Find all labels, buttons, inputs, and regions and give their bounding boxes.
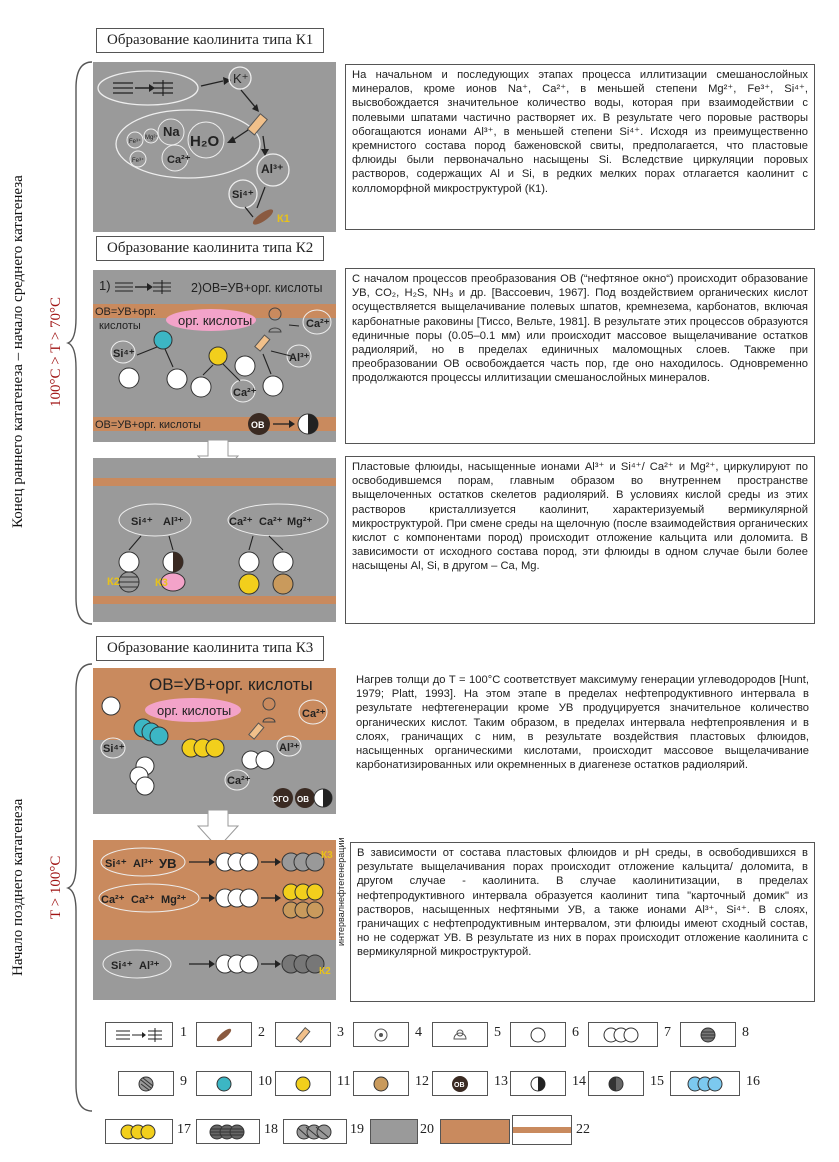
legend-num-19: 19 — [350, 1122, 364, 1137]
k3-ogo-mark: ОГО — [272, 795, 289, 804]
k2-b-mg-ion: Mg²⁺ — [287, 516, 313, 528]
k3-b-ca-ion: Ca²⁺ — [101, 894, 125, 906]
legend-num-2: 2 — [258, 1025, 265, 1040]
k1-diagram-panel — [93, 62, 336, 232]
k3-org-acid: орг. кислоты — [157, 703, 232, 718]
k2-kisloty: кислоты — [99, 320, 141, 332]
k2-step-2: 2)ОВ=УВ+орг. кислоты — [191, 281, 323, 295]
side-label-early-catagenesis: Конец раннего катагенеза – начало среднего катагенеза — [10, 175, 26, 529]
k3-diagram-panel-top — [93, 668, 336, 814]
k1-ca-ion: Ca²⁺ — [167, 154, 191, 166]
k2-b-si-ion: Si⁴⁺ — [131, 516, 153, 528]
k2-diagram-panel-bottom — [93, 458, 336, 622]
k3-ca-ion: Ca²⁺ — [302, 708, 326, 720]
k2-si-ion: Si⁴⁺ — [113, 348, 135, 360]
k1-k-ion: K⁺ — [233, 71, 249, 86]
k1-fe-ion-2: Fe³⁺ — [132, 158, 145, 164]
section-title-k2: Образование каолинита типа К2 — [96, 236, 324, 261]
k2-ca-ion-2: Ca²⁺ — [233, 387, 257, 399]
k3-si-ion: Si⁴⁺ — [103, 743, 125, 755]
legend-item-1 — [105, 1022, 173, 1047]
k2-b-ca-ion: Ca²⁺ — [229, 516, 253, 528]
k3-label-k2: К2 — [319, 966, 331, 977]
legend-item-21 — [440, 1119, 510, 1144]
legend-item-18 — [196, 1119, 260, 1144]
k2-ov-left: ОВ=УВ+орг. — [95, 306, 157, 318]
legend-num-3: 3 — [337, 1025, 344, 1040]
legend-ov-mark: ОВ — [454, 1082, 465, 1089]
k3-al-ion: Al³⁺ — [279, 742, 300, 754]
k1-mg-ion: Mg²⁺ — [145, 135, 159, 141]
k3-label-k3: К3 — [321, 850, 333, 861]
k3-interval-label-1: интервал — [336, 907, 346, 947]
k3-interval-label — [336, 837, 346, 947]
legend-num-16: 16 — [746, 1074, 760, 1089]
k3-ov-mark: ОВ — [297, 795, 309, 804]
k1-fe-ion: Fe³⁺ — [129, 139, 142, 145]
k3-uv: УВ — [159, 856, 177, 871]
k1-na-ion: Na — [163, 124, 180, 139]
legend-num-8: 8 — [742, 1025, 749, 1040]
legend-num-13: 13 — [494, 1074, 508, 1089]
k3-interval-label-2: нефтегенерации — [336, 837, 346, 908]
k2-b-ca-ion-2: Ca²⁺ — [259, 516, 283, 528]
k3-diagram-panel-bottom — [93, 840, 336, 1000]
legend-item-9 — [118, 1071, 174, 1096]
k2-step-1: 1) — [99, 278, 111, 293]
k2-diagram-panel-top — [93, 270, 336, 442]
k3-ca-ion-2: Ca²⁺ — [227, 775, 251, 787]
k3-b-ca-ion-2: Ca²⁺ — [131, 894, 155, 906]
legend-num-15: 15 — [650, 1074, 664, 1089]
k1-al-ion: Al³⁺ — [261, 162, 284, 176]
k1-water: H₂O — [190, 133, 220, 150]
legend-item-6 — [510, 1022, 566, 1047]
section-title-k1: Образование каолинита типа К1 — [96, 28, 324, 53]
side-label-temperature-70-100: 100°C > T > 70°C — [48, 296, 64, 408]
k2-al-ion: Al³⁺ — [289, 352, 310, 364]
legend-num-12: 12 — [415, 1074, 429, 1089]
side-label-temperature-over-100: T > 100°C — [48, 855, 64, 920]
k2-description-1: С началом процессов преобразования ОВ (“нефтяное окно“) происходит образование УВ, CO₂, H₂S, NH₃ и др. [Вассоевич, 1967]. Под воздействием органических кислот осуществляется выщелачивание полевых шпатов, кремнезема, карбонатов, включая карбонатные раковины [Тиссо, Вельте, 1981]. В результате этих процессов образуются единичные поры (0.05–0.1 мм) или происходит массовое выщелачивание остатков радиолярий, но в пределах единичных маломощных слоев. Также при преобразовании ОВ освобождается часть пор, где оно находилось. Одновременно продолжаются процессы иллитизации смешанослойных минералов. — [345, 268, 815, 444]
k2-org-acid: орг. кислоты — [178, 313, 253, 328]
k1-si-ion: Si⁴⁺ — [232, 189, 254, 201]
brace-lower — [66, 660, 96, 1115]
k2-ov-bottom: ОВ=УВ+орг. кислоты — [95, 419, 201, 431]
k2-description-2: Пластовые флюиды, насыщенные ионами Al³⁺ и Si⁴⁺/ Ca²⁺ и Mg²⁺, циркулируют по освободившемся порам, главным образом во внутреннем пространстве выщелоченных остатков скелетов радиолярий. В условиях кислой среды из этих растворов кристаллизуется каолинит, характеризуемый вермикулярной микроструктурой. При смене среды на щелочную (после взаимодействия органических кислот с компонентами пород) происходит отложение кальцита или доломита. В зависимости от исходного состава пород, эти флюиды в одном случае были более насыщены Al, Si, в другом – Ca, Mg. — [345, 456, 815, 624]
legend-item-8 — [680, 1022, 736, 1047]
legend-num-6: 6 — [572, 1025, 579, 1040]
legend-item-2 — [196, 1022, 252, 1047]
legend-num-9: 9 — [180, 1074, 187, 1089]
legend-item-20 — [370, 1119, 418, 1144]
legend-item-7 — [588, 1022, 658, 1047]
k2-b-al-ion: Al³⁺ — [163, 516, 184, 528]
k1-diagram — [93, 62, 336, 232]
legend-item-3 — [275, 1022, 331, 1047]
k3-description-2: В зависимости от состава пластовых флюидов и рН среды, в освободившихся в результате выщелачивания порах происходит отложение кальцита/ доломита, в другом случае - каолинита. В случае каолинитизации, в пределах нефтепродуктивного интервала образуется каолинит типа "карточный домик" из растворов, насыщенных нефтяными УВ, а также ионами Al³⁺, Si⁴⁺. В слоях, граничащих с нефтепродуктивным интервалом, эти флюиды имеют сходный состав, но не содержат УВ. В результате из них в порах происходит отложение каолинита с вермикулярной микроструктурой. — [350, 842, 815, 1002]
section-title-k3: Образование каолинита типа К3 — [96, 636, 324, 661]
legend-item-12 — [353, 1071, 409, 1096]
k3-header: ОВ=УВ+орг. кислоты — [149, 675, 313, 694]
k2-ca-ion: Ca²⁺ — [306, 318, 330, 330]
k3-description-1: Нагрев толщи до T = 100°C соответствует максимуму генерации углеводородов [Hunt, 1979; Platt, 1993]. На этом этапе в пределах нефтепродуктивного интервала в результате нефтегенерации кроме УВ продуцируется значительное количество органических кислот. Таким образом, в пределах интервала нефтепроявления и в слоях, граничащих с ним, в результате воздействия пластовых флюидов, насыщенных органическими кислотами, происходит массовое выщелачивание карбонатизированных или окремненных в диагенезе остатков радиолярий. — [350, 670, 815, 814]
k2-label-k2: К2 — [107, 576, 120, 588]
k3-b-mg-ion: Mg²⁺ — [161, 894, 187, 906]
legend-num-7: 7 — [664, 1025, 671, 1040]
legend-item-11 — [275, 1071, 331, 1096]
k1-label: К1 — [277, 213, 290, 225]
legend-item-14 — [510, 1071, 566, 1096]
legend-num-18: 18 — [264, 1122, 278, 1137]
legend-item-5 — [432, 1022, 488, 1047]
k3-b-al-ion: Al³⁺ — [133, 858, 154, 870]
legend-num-11: 11 — [337, 1074, 351, 1089]
legend-item-22 — [512, 1115, 572, 1145]
k3-b-si-ion: Si⁴⁺ — [105, 858, 127, 870]
legend-num-10: 10 — [258, 1074, 272, 1089]
legend-num-17: 17 — [177, 1122, 191, 1137]
legend-item-16 — [670, 1071, 740, 1096]
legend-num-20: 20 — [420, 1122, 434, 1137]
side-label-late-catagenesis: Начало позднего катагенеза — [10, 798, 26, 977]
k2-label-k3: К3 — [155, 577, 168, 589]
legend-item-17 — [105, 1119, 173, 1144]
legend-num-4: 4 — [415, 1025, 422, 1040]
legend-item-15 — [588, 1071, 644, 1096]
legend-num-14: 14 — [572, 1074, 586, 1089]
legend-item-13 — [432, 1071, 488, 1096]
legend-num-1: 1 — [180, 1025, 187, 1040]
k3-c-si-ion: Si⁴⁺ — [111, 960, 133, 972]
legend-item-10 — [196, 1071, 252, 1096]
k2-ov-mark: ОВ — [251, 420, 265, 430]
legend-num-22: 22 — [576, 1122, 590, 1137]
k3-c-al-ion: Al³⁺ — [139, 960, 160, 972]
k1-description: На начальном и последующих этапах процесса иллитизации смешанослойных минералов, кроме ионов Na⁺, Ca²⁺, в меньшей степени Mg²⁺, Fe³⁺, Si⁴⁺, высвобождается значительное количество воды, которая при взаимодействии с полевыми шпатами частично растворяет их. В результате чего поровые растворы обогащаются ионами Al³⁺, в меньшей степени Si⁴⁺. Исходя из преимущественно кремнистого состава пород баженовской свиты, предполагается, что пластовые флюиды были первоначально насыщены Si. Вследствие циркуляции поровых растворов, содержащих Al и Si, в редких мелких порах отлагается каолинит с колломорфной микроструктурой (К1). — [345, 64, 815, 230]
legend-num-5: 5 — [494, 1025, 501, 1040]
legend-item-19 — [283, 1119, 347, 1144]
brace-upper — [66, 58, 96, 628]
legend-item-4 — [353, 1022, 409, 1047]
